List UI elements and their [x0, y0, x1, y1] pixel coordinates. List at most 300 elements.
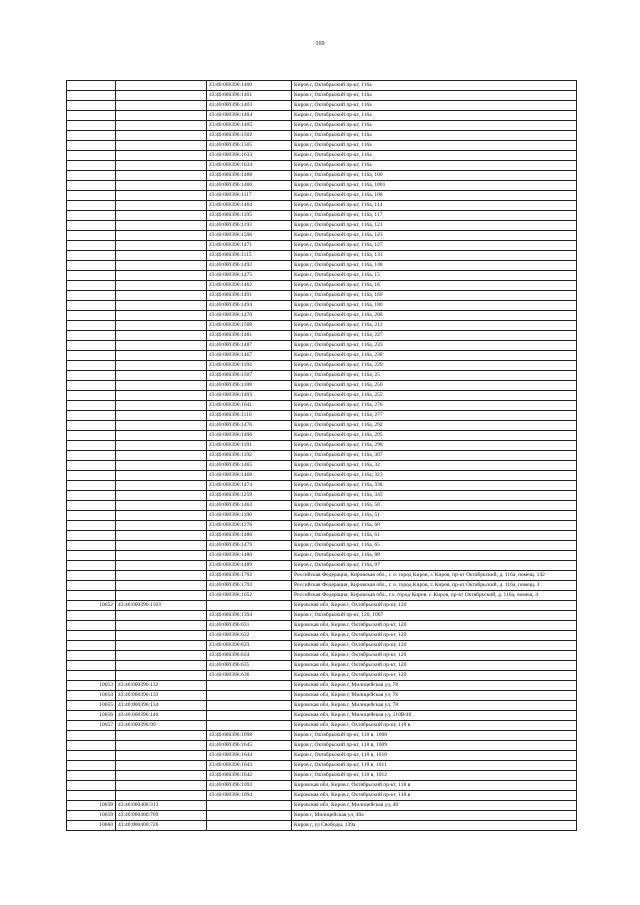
parent-cadastral-number-cell: 43:40:000396:133	[116, 691, 207, 701]
record-number-cell	[67, 171, 116, 181]
child-cadastral-number-cell: 43:40:000396:1489	[207, 561, 292, 571]
address-cell: Кировская обл, Киров г, Октябрьский пр-кт, 120	[292, 671, 577, 681]
parent-cadastral-number-cell	[116, 661, 207, 671]
address-cell: Киров г, Октябрьский пр-кт, 116а, 127	[292, 241, 577, 251]
address-cell: Киров г, Октябрьский пр-кт, 116а, 169	[292, 291, 577, 301]
child-cadastral-number-cell: 43:40:000396:636	[207, 671, 292, 681]
table-row	[67, 201, 577, 211]
table-row	[67, 561, 577, 571]
parent-cadastral-number-cell	[116, 751, 207, 761]
parent-cadastral-number-cell	[116, 281, 207, 291]
address-cell: Киров г, Октябрьский пр-кт, 116а, 108	[292, 191, 577, 201]
child-cadastral-number-cell: 43:40:000396:1403	[207, 101, 292, 111]
record-number-cell	[67, 431, 116, 441]
address-cell: Киров г, Октябрьский пр-кт, 116а, 233	[292, 341, 577, 351]
parent-cadastral-number-cell	[116, 651, 207, 661]
parent-cadastral-number-cell	[116, 121, 207, 131]
table-row	[67, 141, 577, 151]
address-cell: Киров г, Октябрьский пр-кт, 116а, 121	[292, 221, 577, 231]
record-number-cell	[67, 641, 116, 651]
address-cell: Киров г, Октябрьский пр-кт, 118 в, 1009	[292, 741, 577, 751]
parent-cadastral-number-cell	[116, 791, 207, 801]
table-row	[67, 101, 577, 111]
record-number-cell: 10654	[67, 691, 116, 701]
child-cadastral-number-cell: 43:40:000396:1460	[207, 181, 292, 191]
record-number-cell	[67, 361, 116, 371]
parent-cadastral-number-cell	[116, 251, 207, 261]
parent-cadastral-number-cell	[116, 521, 207, 531]
child-cadastral-number-cell: 43:40:000396:1502	[207, 131, 292, 141]
parent-cadastral-number-cell	[116, 111, 207, 121]
table-row	[67, 391, 577, 401]
address-cell: Кировская обл, Киров г, Милицейская ул, 78	[292, 681, 577, 691]
record-number-cell	[67, 461, 116, 471]
address-cell: Киров г, Октябрьский пр-кт, 116а	[292, 111, 577, 121]
address-cell: Кировская обл, Киров г, Октябрьский пр-кт, 120	[292, 661, 577, 671]
table-row	[67, 471, 577, 481]
child-cadastral-number-cell: 43:40:000396:1506	[207, 231, 292, 241]
parent-cadastral-number-cell	[116, 411, 207, 421]
child-cadastral-number-cell: 43:40:000396:1117	[207, 191, 292, 201]
table-row	[67, 731, 577, 741]
table-row	[67, 511, 577, 521]
address-cell: Киров г, Октябрьский пр-кт, 116а, 292	[292, 421, 577, 431]
child-cadastral-number-cell: 43:40:000396:632	[207, 631, 292, 641]
table-row	[67, 181, 577, 191]
child-cadastral-number-cell: 43:40:000396:1259	[207, 491, 292, 501]
table-row	[67, 481, 577, 491]
record-number-cell	[67, 581, 116, 591]
table-row	[67, 681, 577, 691]
child-cadastral-number-cell: 43:40:000396:1404	[207, 111, 292, 121]
record-number-cell: 10653	[67, 681, 116, 691]
child-cadastral-number-cell: 43:40:000396:1642	[207, 771, 292, 781]
table-row	[67, 381, 577, 391]
record-number-cell	[67, 261, 116, 271]
record-number-cell	[67, 561, 116, 571]
table-row	[67, 591, 577, 601]
child-cadastral-number-cell: 43:40:000396:1094	[207, 791, 292, 801]
parent-cadastral-number-cell	[116, 151, 207, 161]
child-cadastral-number-cell: 43:40:000396:1401	[207, 91, 292, 101]
table-row	[67, 161, 577, 171]
record-number-cell	[67, 381, 116, 391]
table-row	[67, 451, 577, 461]
child-cadastral-number-cell: 43:40:000396:1643	[207, 761, 292, 771]
record-number-cell	[67, 151, 116, 161]
table-row	[67, 761, 577, 771]
record-number-cell	[67, 291, 116, 301]
child-cadastral-number-cell: 43:40:000396:1193	[207, 221, 292, 231]
record-number-cell: 10659	[67, 811, 116, 821]
child-cadastral-number-cell: 43:40:000396:1634	[207, 161, 292, 171]
parent-cadastral-number-cell	[116, 341, 207, 351]
table-row	[67, 171, 577, 181]
address-cell: Киров г, Октябрьский пр-кт, 116а, 227	[292, 331, 577, 341]
address-cell: Киров г, Октябрьский пр-кт, 116а, 60	[292, 521, 577, 531]
address-cell: Киров г, Октябрьский пр-кт, 116а, 277	[292, 411, 577, 421]
child-cadastral-number-cell: 43:40:000396:1492	[207, 261, 292, 271]
parent-cadastral-number-cell	[116, 631, 207, 641]
record-number-cell	[67, 181, 116, 191]
table-row	[67, 771, 577, 781]
child-cadastral-number-cell: 43:40:000396:1475	[207, 271, 292, 281]
parent-cadastral-number-cell	[116, 361, 207, 371]
address-cell: Киров г, Октябрьский пр-кт, 116а, 114	[292, 201, 577, 211]
table-row	[67, 351, 577, 361]
table-row	[67, 221, 577, 231]
address-cell: Киров г, Октябрьский пр-кт, 116а, 117	[292, 211, 577, 221]
table-row	[67, 811, 577, 821]
child-cadastral-number-cell: 43:40:000396:1465	[207, 461, 292, 471]
address-cell: Киров г, Октябрьский пр-кт, 116а	[292, 141, 577, 151]
address-cell: Кировская обл, Киров г, Милицейская ул, 40	[292, 801, 577, 811]
record-number-cell	[67, 741, 116, 751]
address-cell: Киров г, Октябрьский пр-кт, 116а, 323	[292, 471, 577, 481]
child-cadastral-number-cell: 43:40:000396:1491	[207, 291, 292, 301]
child-cadastral-number-cell: 43:40:000396:1474	[207, 481, 292, 491]
parent-cadastral-number-cell	[116, 771, 207, 781]
table-row	[67, 721, 577, 731]
address-cell: Киров г, Октябрьский пр-кт, 118 в, 1012	[292, 771, 577, 781]
record-number-cell: 10652	[67, 601, 116, 611]
parent-cadastral-number-cell	[116, 761, 207, 771]
child-cadastral-number-cell: 43:40:000396:635	[207, 661, 292, 671]
parent-cadastral-number-cell	[116, 451, 207, 461]
address-cell: Киров г, Октябрьский пр-кт, 116а, 295	[292, 431, 577, 441]
parent-cadastral-number-cell: 43:40:000396:132	[116, 681, 207, 691]
parent-cadastral-number-cell	[116, 81, 207, 91]
child-cadastral-number-cell: 43:40:000396:1471	[207, 241, 292, 251]
address-cell: Киров г, Октябрьский пр-кт, 116а, 61	[292, 531, 577, 541]
record-number-cell	[67, 551, 116, 561]
table-row	[67, 691, 577, 701]
address-cell: Киров г, Октябрьский пр-кт, 116а, 1001	[292, 181, 577, 191]
child-cadastral-number-cell: 43:40:000396:1480	[207, 551, 292, 561]
record-number-cell	[67, 441, 116, 451]
parent-cadastral-number-cell	[116, 171, 207, 181]
child-cadastral-number-cell	[207, 701, 292, 711]
record-number-cell: 10655	[67, 701, 116, 711]
address-cell: Киров г, Октябрьский пр-кт, 116а	[292, 101, 577, 111]
table-row	[67, 631, 577, 641]
child-cadastral-number-cell: 43:40:000396:1098	[207, 731, 292, 741]
parent-cadastral-number-cell: 43:40:000396:134	[116, 701, 207, 711]
record-number-cell	[67, 651, 116, 661]
table-row	[67, 741, 577, 751]
table-row	[67, 371, 577, 381]
record-number-cell	[67, 631, 116, 641]
child-cadastral-number-cell: 43:40:000396:1652	[207, 591, 292, 601]
record-number-cell	[67, 571, 116, 581]
child-cadastral-number-cell	[207, 691, 292, 701]
record-number-cell	[67, 621, 116, 631]
parent-cadastral-number-cell: 43:40:000400:726	[116, 821, 207, 831]
address-cell: Киров г, Октябрьский пр-кт, 116а, 239	[292, 361, 577, 371]
registry-table-body	[67, 81, 577, 831]
table-row	[67, 641, 577, 651]
address-cell: Киров г, Октябрьский пр-кт, 116а, 345	[292, 491, 577, 501]
record-number-cell	[67, 281, 116, 291]
record-number-cell	[67, 251, 116, 261]
parent-cadastral-number-cell	[116, 331, 207, 341]
table-row	[67, 271, 577, 281]
record-number-cell	[67, 751, 116, 761]
parent-cadastral-number-cell: 43:40:000400:709	[116, 811, 207, 821]
table-row	[67, 281, 577, 291]
parent-cadastral-number-cell	[116, 391, 207, 401]
parent-cadastral-number-cell	[116, 611, 207, 621]
child-cadastral-number-cell: 43:40:000396:1633	[207, 151, 292, 161]
address-cell: Киров г, Октябрьский пр-кт, 116а, 180	[292, 301, 577, 311]
address-cell: Киров г, ул Свободы, 139а	[292, 821, 577, 831]
parent-cadastral-number-cell	[116, 581, 207, 591]
table-row	[67, 611, 577, 621]
table-row	[67, 461, 577, 471]
record-number-cell	[67, 611, 116, 621]
parent-cadastral-number-cell	[116, 471, 207, 481]
record-number-cell	[67, 531, 116, 541]
parent-cadastral-number-cell	[116, 221, 207, 231]
address-cell: Кировская обл, Киров г, Октябрьский пр-кт, 118 в	[292, 781, 577, 791]
address-cell: Кировская обл, Киров г, Милицейская ул, 78	[292, 701, 577, 711]
record-number-cell	[67, 511, 116, 521]
record-number-cell	[67, 661, 116, 671]
child-cadastral-number-cell: 43:40:000396:1487	[207, 341, 292, 351]
child-cadastral-number-cell	[207, 601, 292, 611]
address-cell: Киров г, Октябрьский пр-кт, 116а, 100	[292, 171, 577, 181]
child-cadastral-number-cell	[207, 801, 292, 811]
table-row	[67, 321, 577, 331]
parent-cadastral-number-cell	[116, 181, 207, 191]
record-number-cell	[67, 311, 116, 321]
table-row	[67, 261, 577, 271]
record-number-cell	[67, 141, 116, 151]
record-number-cell	[67, 131, 116, 141]
address-cell: Киров г, Октябрьский пр-кт, 116а, 338	[292, 481, 577, 491]
parent-cadastral-number-cell	[116, 231, 207, 241]
child-cadastral-number-cell: 43:40:000396:1405	[207, 121, 292, 131]
table-row	[67, 341, 577, 351]
record-number-cell	[67, 201, 116, 211]
parent-cadastral-number-cell	[116, 511, 207, 521]
record-number-cell	[67, 401, 116, 411]
table-row	[67, 191, 577, 201]
table-row	[67, 441, 577, 451]
address-cell: Киров г, Октябрьский пр-кт, 116а, 97	[292, 561, 577, 571]
address-cell: Кировская обл, Киров г, Октябрьский пр-кт, 120	[292, 631, 577, 641]
record-number-cell	[67, 121, 116, 131]
parent-cadastral-number-cell	[116, 501, 207, 511]
record-number-cell	[67, 791, 116, 801]
table-row	[67, 651, 577, 661]
parent-cadastral-number-cell	[116, 431, 207, 441]
record-number-cell: 10658	[67, 801, 116, 811]
record-number-cell	[67, 421, 116, 431]
address-cell: Киров г, Октябрьский пр-кт, 116а, 250	[292, 381, 577, 391]
record-number-cell	[67, 761, 116, 771]
table-row	[67, 661, 577, 671]
parent-cadastral-number-cell	[116, 741, 207, 751]
address-cell: Киров г, Октябрьский пр-кт, 118 в, 1011	[292, 761, 577, 771]
child-cadastral-number-cell: 43:40:000396:1793	[207, 581, 292, 591]
child-cadastral-number-cell: 43:40:000396:1470	[207, 311, 292, 321]
table-row	[67, 621, 577, 631]
parent-cadastral-number-cell	[116, 241, 207, 251]
parent-cadastral-number-cell	[116, 271, 207, 281]
parent-cadastral-number-cell	[116, 311, 207, 321]
address-cell: Киров г, Октябрьский пр-кт, 116а, 238	[292, 351, 577, 361]
parent-cadastral-number-cell	[116, 101, 207, 111]
table-row	[67, 701, 577, 711]
record-number-cell	[67, 211, 116, 221]
child-cadastral-number-cell: 43:40:000396:1195	[207, 211, 292, 221]
record-number-cell	[67, 771, 116, 781]
table-row	[67, 331, 577, 341]
table-row	[67, 501, 577, 511]
parent-cadastral-number-cell	[116, 551, 207, 561]
parent-cadastral-number-cell	[116, 591, 207, 601]
record-number-cell	[67, 471, 116, 481]
table-row	[67, 821, 577, 831]
table-row	[67, 781, 577, 791]
child-cadastral-number-cell	[207, 711, 292, 721]
address-cell: Киров г, Октябрьский пр-кт, 116а, 32	[292, 461, 577, 471]
address-cell: Киров г, Октябрьский пр-кт, 116а, 212	[292, 321, 577, 331]
table-row	[67, 601, 577, 611]
table-row	[67, 241, 577, 251]
table-row	[67, 151, 577, 161]
parent-cadastral-number-cell	[116, 421, 207, 431]
table-row	[67, 671, 577, 681]
table-row	[67, 251, 577, 261]
record-number-cell: 10660	[67, 821, 116, 831]
child-cadastral-number-cell: 43:40:000396:634	[207, 651, 292, 661]
parent-cadastral-number-cell	[116, 441, 207, 451]
record-number-cell	[67, 341, 116, 351]
child-cadastral-number-cell: 43:40:000396:1481	[207, 331, 292, 341]
table-row	[67, 571, 577, 581]
child-cadastral-number-cell: 43:40:000396:1115	[207, 251, 292, 261]
record-number-cell	[67, 391, 116, 401]
parent-cadastral-number-cell	[116, 131, 207, 141]
parent-cadastral-number-cell	[116, 541, 207, 551]
record-number-cell	[67, 501, 116, 511]
record-number-cell	[67, 671, 116, 681]
address-cell: Кировская обл, Киров г, Октябрьский пр-кт, 118 в	[292, 791, 577, 801]
address-cell: Киров г, Милицейская ул, 40а	[292, 811, 577, 821]
record-number-cell	[67, 221, 116, 231]
parent-cadastral-number-cell	[116, 781, 207, 791]
address-cell: Киров г, Октябрьский пр-кт, 116а	[292, 81, 577, 91]
table-row	[67, 131, 577, 141]
record-number-cell	[67, 331, 116, 341]
record-number-cell	[67, 81, 116, 91]
parent-cadastral-number-cell	[116, 621, 207, 631]
table-row	[67, 401, 577, 411]
parent-cadastral-number-cell	[116, 481, 207, 491]
record-number-cell	[67, 321, 116, 331]
child-cadastral-number-cell	[207, 681, 292, 691]
child-cadastral-number-cell: 43:40:000396:1467	[207, 351, 292, 361]
table-row	[67, 291, 577, 301]
child-cadastral-number-cell: 43:40:000396:1479	[207, 541, 292, 551]
parent-cadastral-number-cell	[116, 491, 207, 501]
table-row	[67, 361, 577, 371]
child-cadastral-number-cell: 43:40:000396:1488	[207, 171, 292, 181]
address-cell: Киров г, Октябрьский пр-кт, 116а, 123	[292, 231, 577, 241]
table-row	[67, 791, 577, 801]
parent-cadastral-number-cell	[116, 291, 207, 301]
parent-cadastral-number-cell	[116, 401, 207, 411]
child-cadastral-number-cell: 43:40:000396:1194	[207, 361, 292, 371]
address-cell: Кировская обл, Киров г, Октябрьский пр-кт, 118 в	[292, 721, 577, 731]
address-cell: Российская Федерация, Кировская обл., г. о. город Киров, г. Киров, пр-кт Октябрьский, д. 116а, помещ. 142	[292, 571, 577, 581]
address-cell: Киров г, Октябрьский пр-кт, 116а, 148	[292, 261, 577, 271]
address-cell: Кировская обл, Киров г, Милицейская ул, 110В/40	[292, 711, 577, 721]
record-number-cell	[67, 301, 116, 311]
address-cell: Киров г, Октябрьский пр-кт, 116а	[292, 121, 577, 131]
address-cell: Киров г, Октябрьский пр-кт, 118 в, 1008	[292, 731, 577, 741]
address-cell: Киров г, Октябрьский пр-кт, 116а, 208	[292, 311, 577, 321]
record-number-cell	[67, 541, 116, 551]
parent-cadastral-number-cell	[116, 161, 207, 171]
child-cadastral-number-cell: 43:40:000396:1496	[207, 431, 292, 441]
table-row	[67, 301, 577, 311]
record-number-cell	[67, 191, 116, 201]
parent-cadastral-number-cell	[116, 301, 207, 311]
table-row	[67, 551, 577, 561]
child-cadastral-number-cell: 43:40:000396:1645	[207, 741, 292, 751]
table-row	[67, 91, 577, 101]
address-cell: Кировская обл, Киров г, Милицейская ул, 78	[292, 691, 577, 701]
parent-cadastral-number-cell	[116, 191, 207, 201]
child-cadastral-number-cell: 43:40:000396:1507	[207, 371, 292, 381]
address-cell: Кировская обл, Киров г, Октябрьский пр-кт, 120	[292, 651, 577, 661]
child-cadastral-number-cell: 43:40:000396:1641	[207, 401, 292, 411]
child-cadastral-number-cell	[207, 811, 292, 821]
record-number-cell	[67, 411, 116, 421]
record-number-cell	[67, 91, 116, 101]
address-cell: Киров г, Октябрьский пр-кт, 116а, 65	[292, 541, 577, 551]
page-number: 169	[315, 41, 325, 47]
child-cadastral-number-cell: 43:40:000396:1116	[207, 411, 292, 421]
record-number-cell	[67, 161, 116, 171]
record-number-cell	[67, 781, 116, 791]
child-cadastral-number-cell: 43:40:000396:1190	[207, 511, 292, 521]
table-row	[67, 231, 577, 241]
address-cell: Киров г, Октябрьский пр-кт, 116а, 131	[292, 251, 577, 261]
record-number-cell: 10656	[67, 711, 116, 721]
child-cadastral-number-cell	[207, 821, 292, 831]
table-row	[67, 421, 577, 431]
address-cell: Российская Федерация, Кировская обл., г. о. город Киров, г. Киров, пр-кт Октябрьский, д. 116а, помещ. 3	[292, 581, 577, 591]
record-number-cell	[67, 271, 116, 281]
child-cadastral-number-cell: 43:40:000396:1476	[207, 421, 292, 431]
address-cell: Кировская обл, Киров г, Октябрьский пр-кт, 120	[292, 641, 577, 651]
address-cell: Киров г, Октябрьский пр-кт, 116а, 15	[292, 271, 577, 281]
table-row	[67, 531, 577, 541]
record-number-cell	[67, 241, 116, 251]
table-row	[67, 581, 577, 591]
record-number-cell	[67, 591, 116, 601]
record-number-cell	[67, 451, 116, 461]
parent-cadastral-number-cell: 43:40:000396:99	[116, 721, 207, 731]
record-number-cell	[67, 481, 116, 491]
parent-cadastral-number-cell	[116, 371, 207, 381]
address-cell: Кировская обл, Киров г, Октябрьский пр-кт, 120	[292, 621, 577, 631]
table-row	[67, 711, 577, 721]
